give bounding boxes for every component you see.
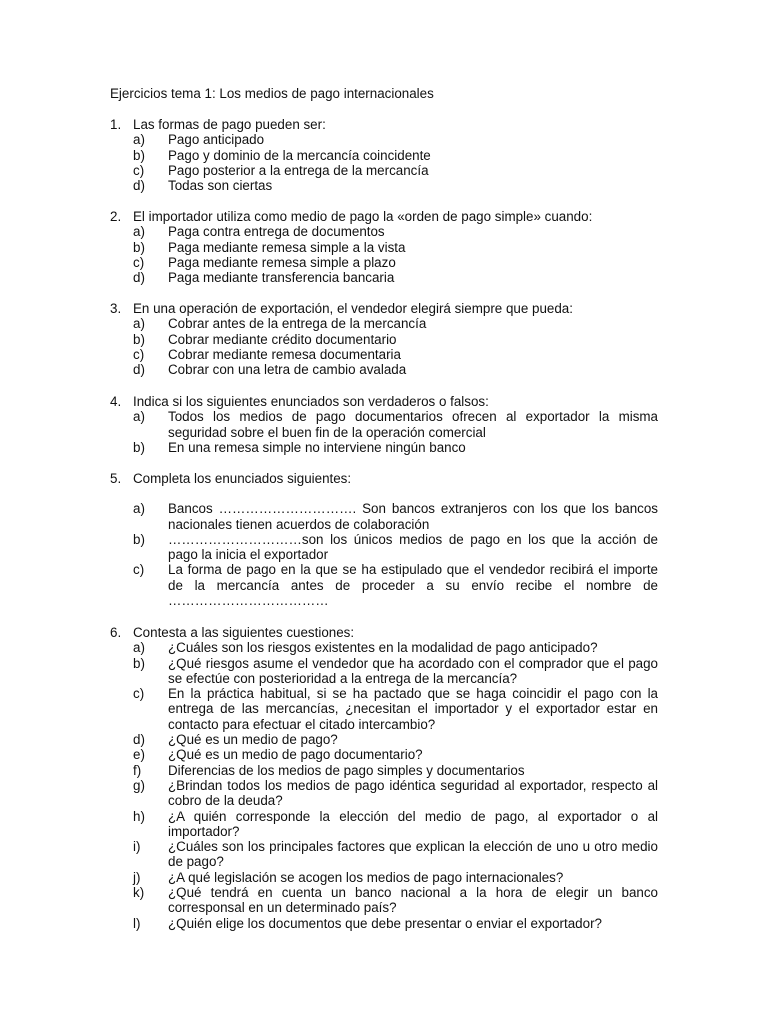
option-item [110,440,658,455]
question-number: 4. [110,394,122,409]
option-item [110,163,658,178]
option-item [110,640,658,655]
option-text: Cobrar mediante crédito documentario [168,331,397,347]
question-5 [110,471,658,608]
option-text: ¿Cuáles son los riesgos existentes en la modalidad de pago anticipado? [168,640,598,656]
question-text: En una operación de exportación, el vendedor elegirá siempre que pueda: [133,301,573,316]
option-item [110,178,658,193]
question-6 [110,625,658,931]
option-item [110,885,658,916]
option-text: Paga mediante remesa simple a plazo [168,254,396,270]
question-number: 6. [110,625,122,640]
option-letter: l) [133,915,141,931]
option-item [110,870,658,885]
option-text: Pago posterior a la entrega de la mercancía [168,162,429,178]
option-letter: c) [133,162,145,178]
option-letter: f) [133,762,142,778]
option-text: …………………………son los únicos medios de pago en los que la acción de pago la inicia el exportador [168,531,658,563]
option-text: Cobrar antes de la entrega de la mercancía [168,316,427,332]
option-text: La forma de pago en la que se ha estipulado que el vendedor recibirá el importe de la mercancía antes de proceder a su envío recibe el nombre de ……………………………… [168,562,658,609]
option-item [110,132,658,147]
question-stem [110,301,658,316]
option-text: Cobrar con una letra de cambio avalada [168,362,407,378]
option-letter: h) [133,808,145,824]
option-text: ¿A qué legislación se acogen los medios de pago internacionales? [168,869,564,885]
option-item [110,732,658,747]
option-text: ¿Cuáles son los principales factores que explican la elección de uno u otro medio de pago? [168,839,658,870]
question-number: 3. [110,301,122,316]
question-stem [110,209,658,224]
option-letter: d) [133,270,145,286]
question-2 [110,209,658,285]
option-item [110,747,658,762]
question-number: 5. [110,471,122,486]
option-item [110,347,658,362]
options-list [110,132,658,193]
option-text: ¿Qué es un medio de pago? [168,732,338,748]
option-text: Pago y dominio de la mercancía coincidente [168,147,431,163]
option-text: Paga mediante remesa simple a la vista [168,239,406,255]
option-text: Cobrar mediante remesa documentaria [168,346,401,362]
option-item [110,763,658,778]
option-item [110,270,658,285]
question-3 [110,301,658,377]
option-letter: a) [133,224,145,240]
option-text: Bancos …………………………. Son bancos extranjeros con los que los bancos nacionales tienen acuerdos de colaboración [168,501,658,532]
options-list [110,316,658,377]
option-letter: b) [133,239,145,255]
option-letter: a) [133,132,145,148]
options-list [110,501,658,608]
option-text: Paga contra entrega de documentos [168,224,385,240]
option-item [110,809,658,840]
option-letter: d) [133,362,145,378]
option-item [110,686,658,732]
question-stem [110,625,658,640]
option-text: ¿A quién corresponde la elección del medio de pago, al exportador o al importador? [168,808,658,839]
option-item [110,255,658,270]
option-text: ¿Qué es un medio de pago documentario? [168,747,423,763]
option-text: ¿Brindan todos los medios de pago idéntica seguridad al exportador, respecto al cobro de la deuda? [168,777,658,809]
option-text: Diferencias de los medios de pago simples y documentarios [168,762,525,778]
question-text: Indica si los siguientes enunciados son verdaderos o falsos: [133,394,489,409]
option-letter: a) [133,409,145,425]
option-text: ¿Qué riesgos asume el vendedor que ha acordado con el comprador que el pago se efectúe con posterioridad a la entrega de la mercancía? [168,655,658,686]
option-item [110,562,658,608]
option-letter: b) [133,655,145,671]
option-letter: b) [133,439,145,455]
option-item [110,316,658,331]
option-text: En una remesa simple no interviene ningún banco [168,439,466,455]
option-letter: a) [133,316,145,332]
option-item [110,409,658,440]
option-item [110,332,658,347]
option-text: Paga mediante transferencia bancaria [168,270,395,286]
option-letter: b) [133,531,145,547]
option-letter: a) [133,640,145,656]
options-list [110,640,658,931]
question-text: El importador utiliza como medio de pago la «orden de pago simple» cuando: [133,209,593,224]
option-item [110,656,658,687]
options-list [110,409,658,455]
option-text: Pago anticipado [168,132,265,148]
option-text: Todas son ciertas [168,178,273,194]
question-number: 1. [110,117,122,132]
question-number: 2. [110,209,122,224]
option-letter: e) [133,747,145,763]
document-title: Ejercicios tema 1: Los medios de pago internacionales [110,86,434,101]
option-letter: c) [133,686,145,702]
option-letter: j) [133,869,141,885]
option-item [110,778,658,809]
question-stem [110,471,658,486]
question-text: Las formas de pago pueden ser: [133,117,326,132]
option-letter: c) [133,254,145,270]
option-item [110,224,658,239]
option-item [110,916,658,931]
option-item [110,240,658,255]
option-item [110,532,658,563]
question-stem [110,394,658,409]
question-1 [110,117,658,193]
option-letter: a) [133,501,145,517]
option-text: En la práctica habitual, si se ha pactado que se haga coincidir el pago con la entrega de las mercancías, ¿necesitan el importador y el exportador estar en contacto para efectuar el citado intercambio? [168,686,658,732]
option-letter: d) [133,732,145,748]
option-letter: i) [133,839,141,855]
option-text: Todos los medios de pago documentarios ofrecen al exportador la misma seguridad sobre el buen fin de la operación comercial [168,409,658,440]
option-letter: b) [133,147,145,163]
option-text: ¿Quién elige los documentos que debe presentar o enviar el exportador? [168,915,602,931]
option-letter: b) [133,331,145,347]
option-letter: c) [133,346,145,362]
question-4 [110,394,658,455]
option-item [110,148,658,163]
options-list [110,224,658,285]
option-text: ¿Qué tendrá en cuenta un banco nacional a la hora de elegir un banco corresponsal en un determinado país? [168,885,658,916]
question-text: Contesta a las siguientes cuestiones: [133,625,355,640]
option-item [110,501,658,532]
question-stem [110,117,658,132]
option-letter: k) [133,885,145,901]
option-letter: c) [133,562,145,578]
option-item [110,839,658,870]
question-text: Completa los enunciados siguientes: [133,471,352,486]
option-item [110,362,658,377]
option-letter: d) [133,178,145,194]
option-letter: g) [133,777,145,793]
